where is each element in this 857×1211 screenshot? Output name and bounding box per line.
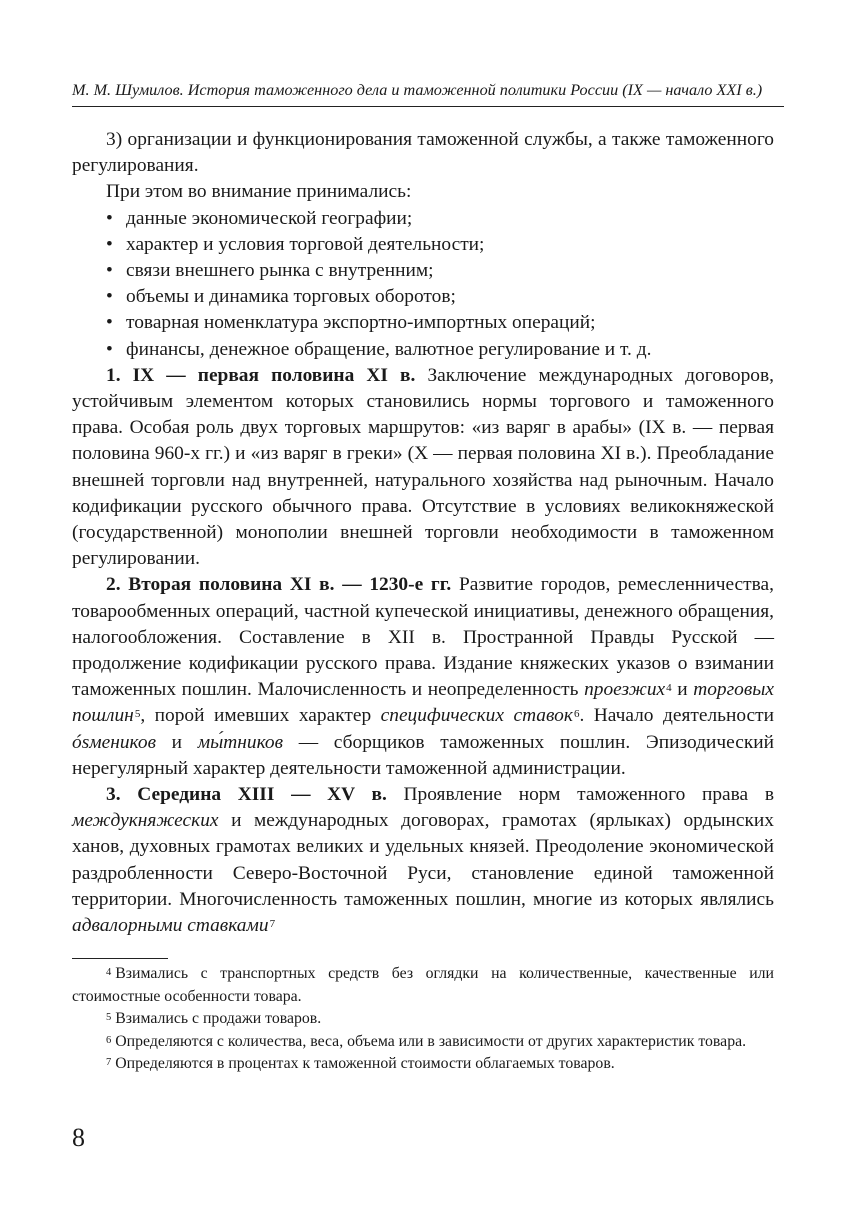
period-2-text: и: [155, 731, 198, 753]
period-3-text: и международных договорах, грамотах (ярлыках) ордынских ханов, духовных грамотах великих и удельных князей. Преодоление экономической раздробленности Северо-Восточной Руси, становление единой таможенной территории. Многочисленность таможенных пошлин, многие из которых являлись: [72, 810, 774, 910]
footnote: [72, 1008, 774, 1031]
footnote-ref[interactable]: 5: [134, 708, 141, 721]
footnote-text: Взимались с продажи товаров.: [115, 1010, 322, 1027]
footnote: [72, 1031, 774, 1054]
term: проезжих: [584, 679, 666, 701]
considerations-list: [72, 206, 774, 363]
footnote: [72, 1053, 774, 1076]
page-number: 8: [72, 1123, 85, 1152]
list-item: • объемы и динамика торговых оборотов;: [106, 284, 774, 310]
period-2-text: Развитие городов, ремесленничества, товарообменных операций, частной купеческой инициативы, денежного обращения, налогообложения. Составление в XII в. Пространной Правды Русской — продолжение кодификации русского права. Издание княжеских указов о взимании таможенных пошлин. Малочисленность и неопределенность: [72, 574, 774, 701]
list-item: • связи внешнего рынка с внутренним;: [106, 258, 774, 284]
footnote-text: Определяются в процентах к таможенной стоимости облагаемых товаров.: [115, 1055, 615, 1072]
footnote-mark: 6: [106, 1034, 112, 1046]
period-2-paragraph: [72, 572, 774, 782]
footnote-ref[interactable]: 6: [573, 708, 580, 721]
footnote-text: Взимались с транспортных средств без оглядки на количественные, качественные или стоимостные особенности товара.: [72, 965, 774, 1005]
period-2-text: — сборщиков таможенных пошлин. Эпизодический нерегулярный характер деятельности таможенной администрации.: [72, 731, 774, 779]
considered-lead: При этом во внимание принимались:: [106, 181, 412, 203]
running-header: М. М. Шумилов. История таможенного дела и таможенной политики России (IX — начало XXI в.): [72, 81, 763, 99]
footnote: [72, 963, 774, 1008]
list-item: • финансы, денежное обращение, валютное регулирование и т. д.: [106, 337, 774, 363]
period-3-text: Проявление норм таможенного права в: [386, 784, 774, 806]
period-1-paragraph: [72, 363, 774, 573]
footnote-mark: 5: [106, 1012, 112, 1023]
period-3-heading: 3. Середина XIII — XV в.: [106, 784, 387, 806]
item-3-paragraph: 3) организации и функционирования таможенной службы, а также таможенного регулирования.: [72, 129, 774, 177]
footnote-divider: [72, 958, 168, 959]
footnote-mark: 4: [106, 967, 112, 978]
period-1-heading: 1. IX — первая половина XI в.: [106, 364, 416, 386]
main-text: [72, 127, 774, 939]
list-item: • данные экономической географии;: [106, 206, 774, 232]
term: торговых пошлин: [72, 679, 775, 727]
period-2-text: , порой имевших характер: [140, 705, 381, 727]
period-2-text: и: [671, 679, 694, 701]
term: ósмеников: [72, 731, 156, 753]
footnote-ref[interactable]: 4: [666, 682, 672, 695]
period-1-text: Заключение международных договоров, устойчивым элементом которых становились нормы торгового и таможенного права. Особая роль двух торговых маршрутов: «из варяг в арабы» (IX в. — первая половина 960-х гг.) и «из варяг в греки» (X — первая половина XI в.). Преобладание внешней торговли над внутренней, натурального хозяйства над рыночным. Начало кодификации русского обычного права. Отсутствие в условиях великокняжеской (государственной) монополии внешней торговли необходимости в таможенном регулировании.: [72, 364, 775, 570]
footnotes: [72, 963, 774, 1076]
list-item: • характер и условия торговой деятельности;: [106, 232, 774, 258]
list-item: • товарная номенклатура экспортно-импортных операций;: [106, 310, 774, 336]
period-2-text: . Начало деятельности: [579, 705, 774, 727]
period-3-paragraph: [72, 782, 774, 939]
header-divider: [72, 106, 784, 107]
term: адвалорными ставками: [72, 915, 269, 937]
term: междукняжеских: [72, 810, 219, 832]
footnote-text: Определяются с количества, веса, объема или в зависимости от других характеристик товара.: [115, 1032, 747, 1050]
period-2-heading: 2. Вторая половина XI в. — 1230-е гг.: [106, 574, 452, 596]
term: мы́тников: [197, 731, 284, 753]
footnote-mark: 7: [106, 1057, 112, 1068]
term: специфических ставок: [380, 705, 573, 727]
footnote-ref[interactable]: 7: [269, 918, 276, 931]
